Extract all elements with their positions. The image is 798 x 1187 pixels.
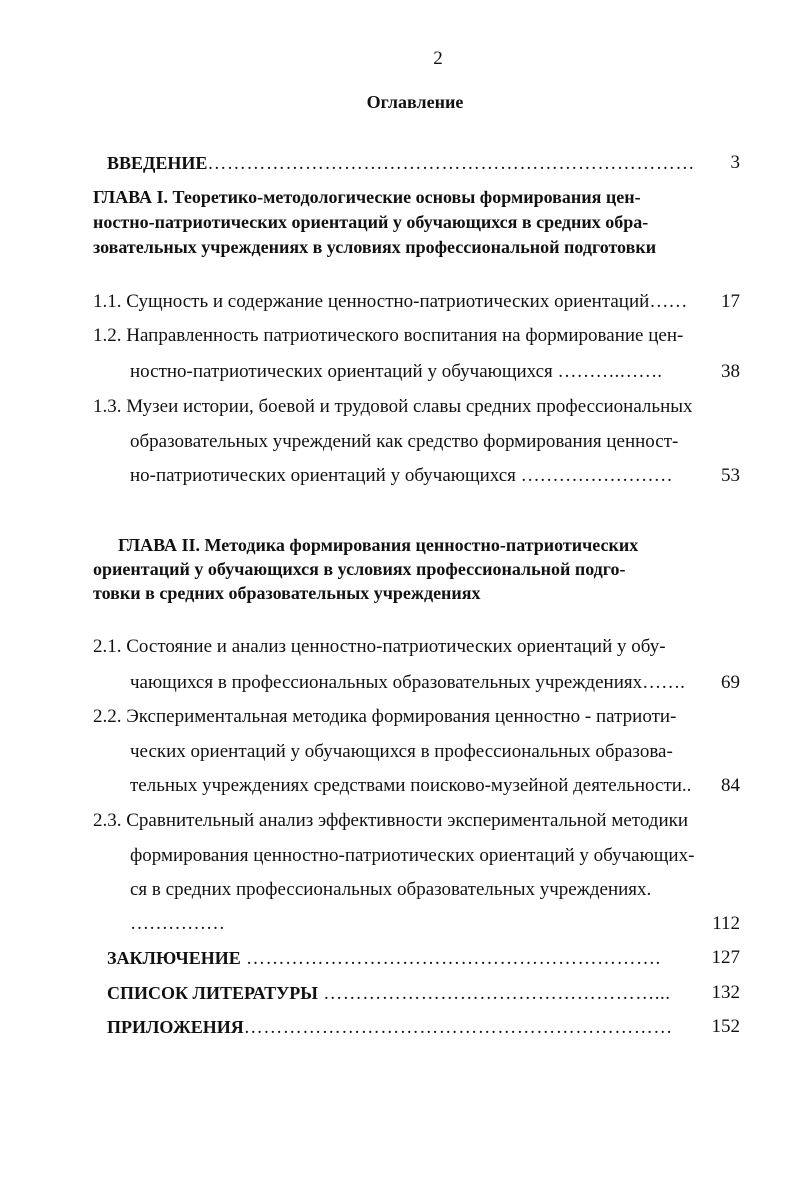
section-2-2-line: ческих ориентаций у обучающихся в профессиональных образова- bbox=[130, 741, 673, 762]
toc-entry-references-label: СПИСОК ЛИТЕРАТУРЫ bbox=[107, 983, 318, 1003]
section-2-1-page: 69 bbox=[721, 672, 740, 693]
leader-dots: ………………………………………………………… bbox=[243, 1017, 673, 1038]
toc-entry-conclusion-label: ЗАКЛЮЧЕНИЕ bbox=[107, 948, 241, 968]
section-1-1-line: 1.1. Сущность и содержание ценностно-патриотических ориентаций…… bbox=[93, 291, 688, 312]
toc-entry-intro bbox=[107, 152, 695, 175]
section-1-3-page: 53 bbox=[721, 465, 740, 486]
section-2-1-line: 2.1. Состояние и анализ ценностно-патриотических ориентаций у обу- bbox=[93, 636, 666, 657]
leader-dots: ………………………………………………………. bbox=[240, 948, 661, 969]
section-2-3-page: 112 bbox=[712, 913, 740, 934]
section-2-2-line: тельных учреждениях средствами поисково-музейной деятельности.. bbox=[130, 775, 692, 796]
section-2-1-line: чающихся в профессиональных образовательных учреждениях……. bbox=[130, 672, 685, 693]
leader-dots: ………………………………………………………………… bbox=[207, 153, 695, 174]
toc-title: Оглавление bbox=[366, 92, 464, 112]
toc-entry-conclusion bbox=[107, 947, 661, 970]
section-1-1-page: 17 bbox=[721, 291, 740, 312]
chapter2-heading-line: ориентаций у обучающихся в условиях профессиональной подго- bbox=[93, 559, 626, 579]
section-2-3-line: формирования ценностно-патриотических ориентаций у обучающих- bbox=[130, 845, 695, 866]
section-1-3-line: 1.3. Музеи истории, боевой и трудовой славы средних профессиональных bbox=[93, 396, 693, 417]
section-2-2-line: 2.2. Экспериментальная методика формирования ценностно - патриоти- bbox=[93, 706, 677, 727]
chapter1-heading-line: зовательных учреждениях в условиях профессиональной подготовки bbox=[93, 237, 657, 257]
leader-dots: ……………………………………………... bbox=[317, 983, 671, 1004]
section-1-2-page: 38 bbox=[721, 361, 740, 382]
section-2-3-line: …………… bbox=[130, 913, 225, 934]
section-2-3-line: ся в средних профессиональных образовательных учреждениях. bbox=[130, 879, 652, 900]
chapter1-heading-line: ностно-патриотических ориентаций у обучающихся в средних обра- bbox=[93, 212, 649, 232]
chapter1-heading-line: ГЛАВА I. Теоретико-методологические основы формирования цен- bbox=[93, 187, 641, 207]
page-number: 2 bbox=[433, 48, 443, 69]
toc-entry-conclusion-page: 127 bbox=[711, 947, 740, 968]
toc-entry-appendices bbox=[107, 1016, 673, 1039]
toc-entry-intro-page: 3 bbox=[730, 152, 740, 173]
toc-entry-appendices-page: 152 bbox=[711, 1016, 740, 1037]
toc-entry-references bbox=[107, 982, 670, 1005]
section-1-2-line: ностно-патриотических ориентаций у обучающихся ……….……. bbox=[130, 361, 662, 382]
section-2-3-line: 2.3. Сравнительный анализ эффективности экспериментальной методики bbox=[93, 810, 689, 831]
section-2-2-page: 84 bbox=[721, 775, 740, 796]
section-1-2-line: 1.2. Направленность патриотического воспитания на формирование цен- bbox=[93, 325, 684, 346]
section-1-3-line: но-патриотических ориентаций у обучающихся …………………… bbox=[130, 465, 673, 486]
toc-entry-appendices-label: ПРИЛОЖЕНИЯ bbox=[107, 1017, 244, 1037]
toc-entry-intro-label: ВВЕДЕНИЕ bbox=[107, 153, 208, 173]
chapter2-heading-line: ГЛАВА II. Методика формирования ценностно-патриотических bbox=[118, 535, 639, 555]
chapter2-heading-line: товки в средних образовательных учреждениях bbox=[93, 583, 481, 603]
section-1-3-line: образовательных учреждений как средство формирования ценност- bbox=[130, 431, 679, 452]
toc-entry-references-page: 132 bbox=[711, 982, 740, 1003]
